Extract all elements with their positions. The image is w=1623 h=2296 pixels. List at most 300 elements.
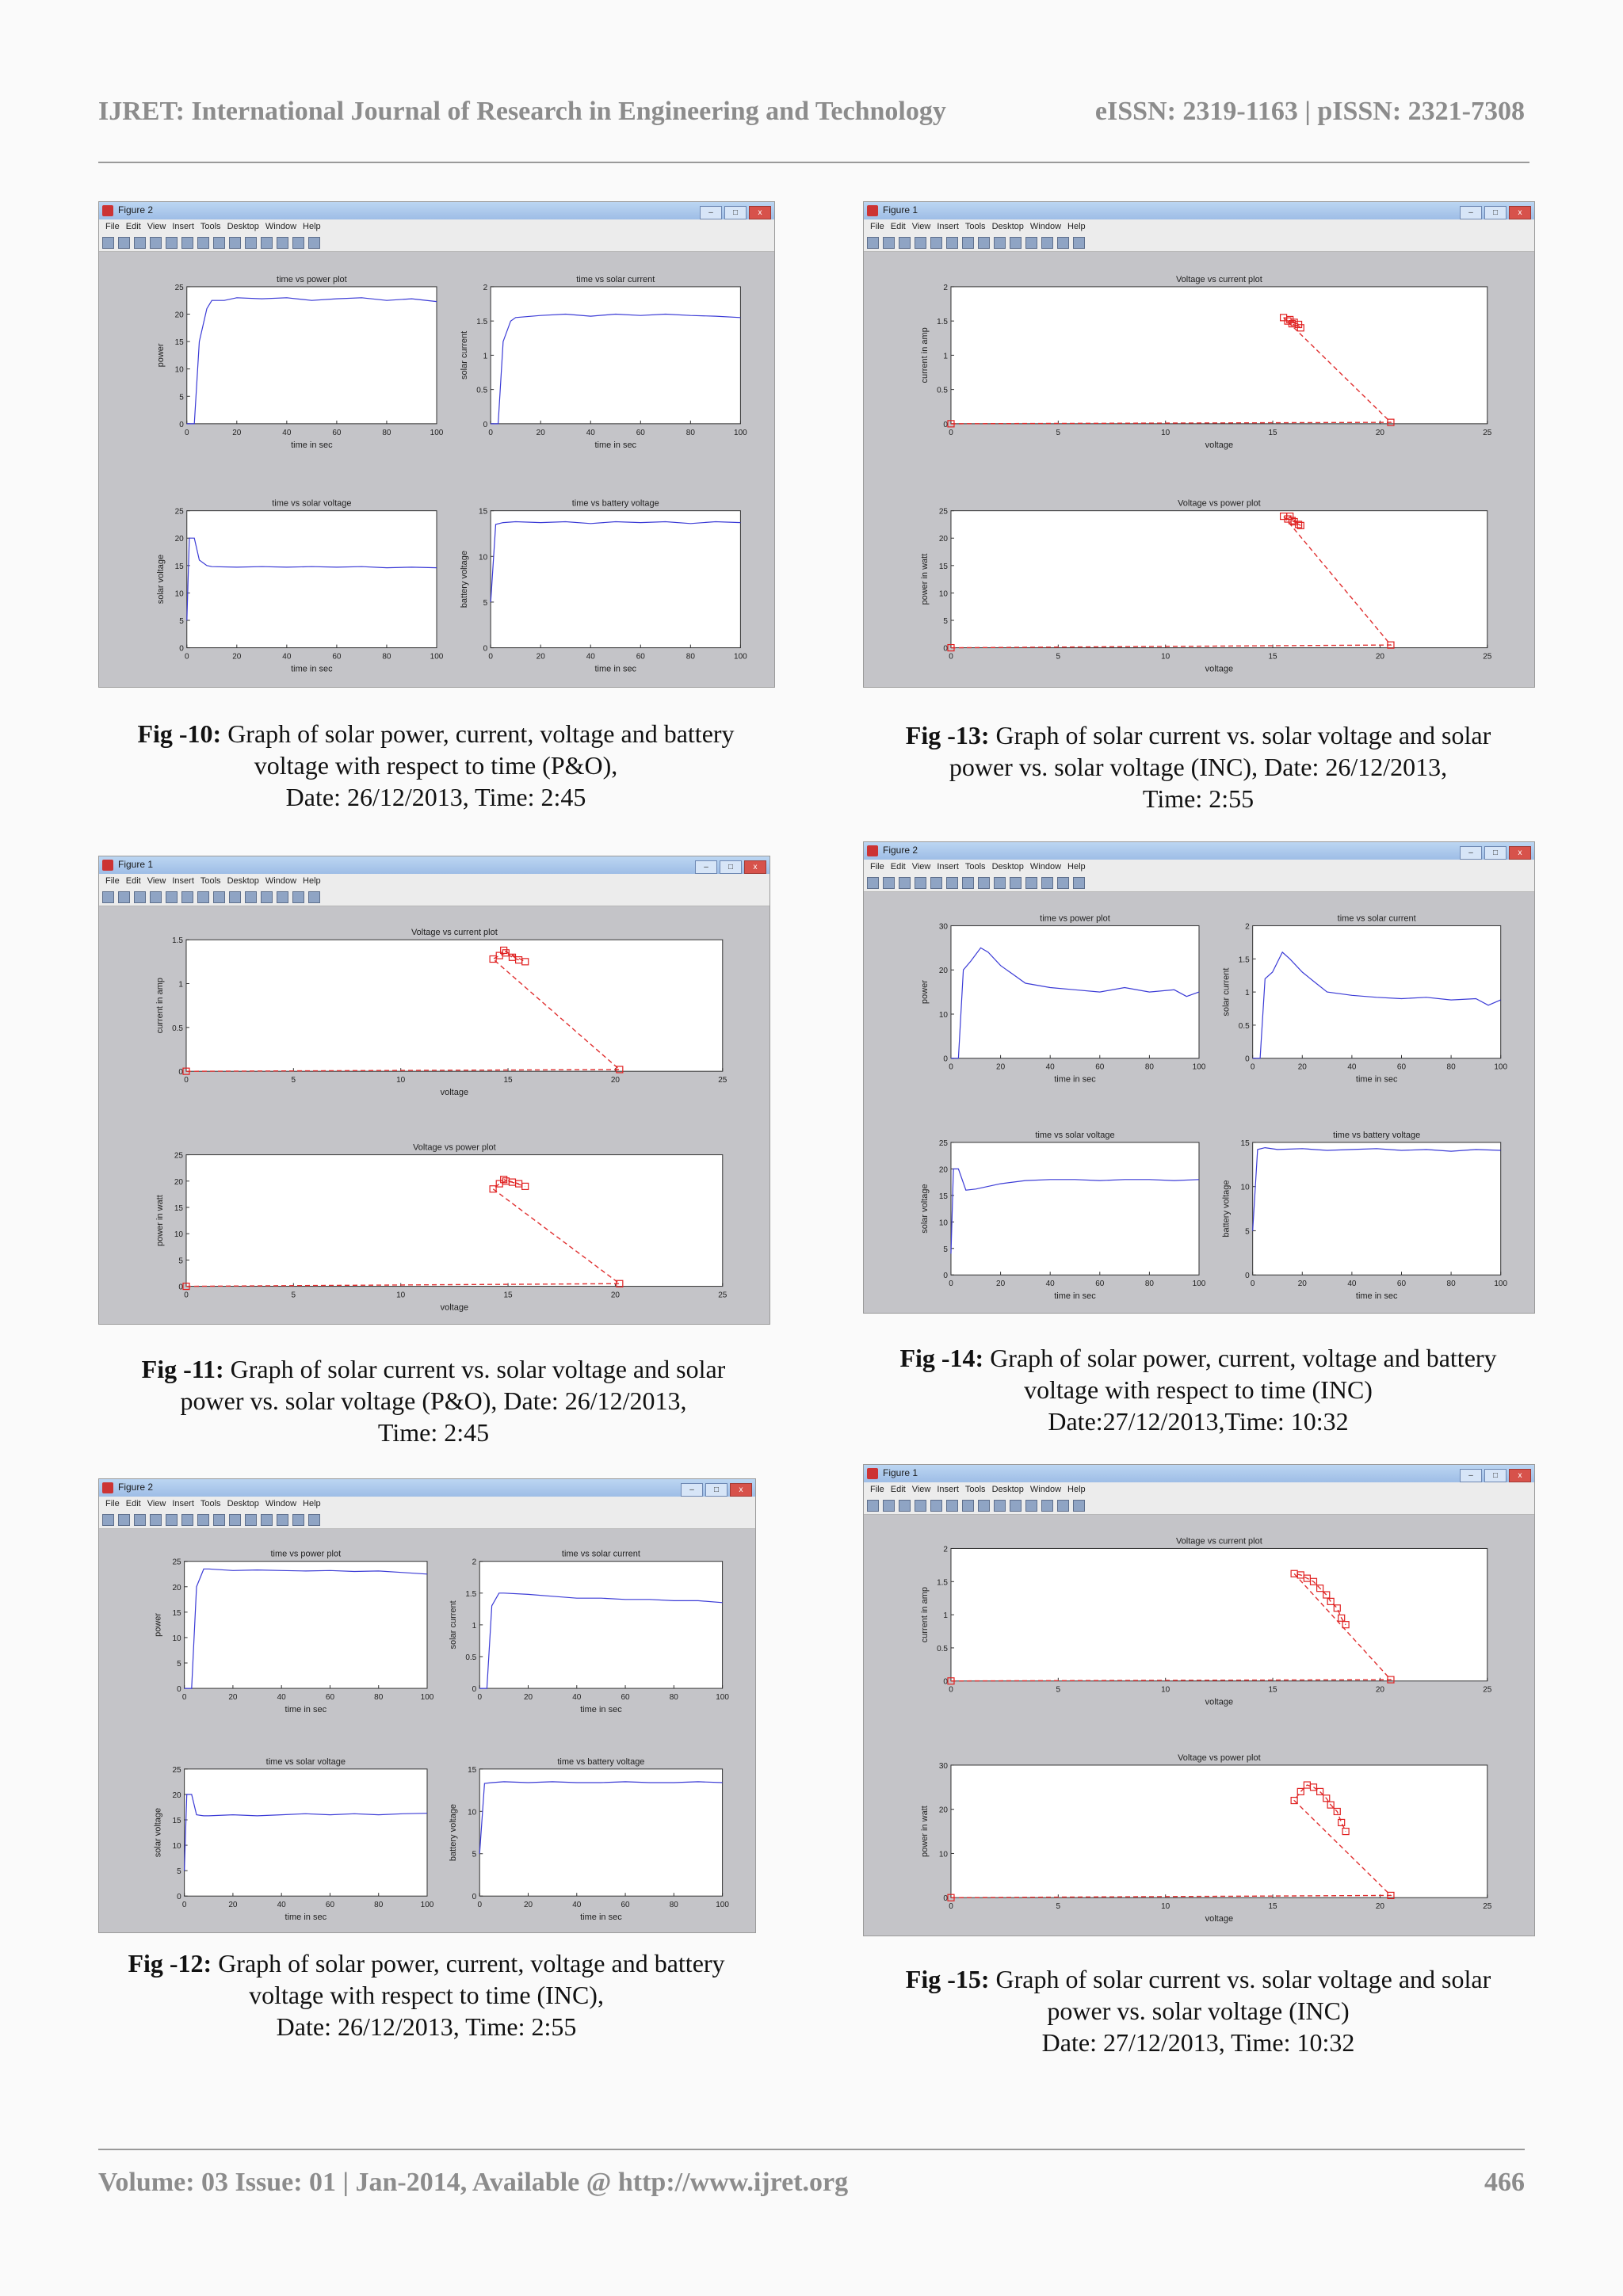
plot-canvas <box>864 252 1534 687</box>
x-axis-label: time in sec <box>580 1705 622 1715</box>
x-tick-label: 5 <box>1056 1685 1061 1695</box>
close-button[interactable]: x <box>1509 846 1531 860</box>
menu-desktop[interactable]: Desktop <box>991 222 1024 231</box>
menu-tools[interactable]: Tools <box>200 1499 221 1508</box>
y-tick-label: 0.5 <box>172 1024 183 1033</box>
y-tick-label: 0.5 <box>937 1644 948 1653</box>
y-axis-label: battery voltage <box>449 1803 459 1862</box>
plot-title: time vs battery voltage <box>1333 1130 1421 1140</box>
toolbar-tool-icon[interactable] <box>1041 1500 1053 1512</box>
x-tick-label: 0 <box>184 652 189 662</box>
plot-canvas <box>864 892 1534 1313</box>
toolbar-tool-icon[interactable] <box>915 877 926 889</box>
toolbar-tool-icon[interactable] <box>308 891 320 903</box>
menu-tools[interactable]: Tools <box>964 862 986 871</box>
toolbar-tool-icon[interactable] <box>118 891 130 903</box>
y-tick-label: 25 <box>172 1765 181 1775</box>
x-tick-label: 60 <box>636 652 645 662</box>
plot-axes-box <box>951 287 1487 424</box>
menu-file[interactable]: File <box>105 876 120 886</box>
menu-tools[interactable]: Tools <box>964 222 986 231</box>
x-tick-label: 15 <box>503 1076 513 1085</box>
y-tick-label: 20 <box>938 1806 948 1815</box>
toolbar-tool-icon[interactable] <box>883 1500 895 1512</box>
menu-window[interactable]: Window <box>265 1499 297 1508</box>
toolbar-tool-icon[interactable] <box>930 1500 942 1512</box>
toolbar-tool-icon[interactable] <box>102 1514 114 1526</box>
toolbar-tool-icon[interactable] <box>229 1514 241 1526</box>
y-tick-label: 0.5 <box>937 386 948 395</box>
toolbar-tool-icon[interactable] <box>962 237 974 249</box>
x-tick-label: 10 <box>396 1291 406 1300</box>
toolbar-tool-icon[interactable] <box>1057 237 1069 249</box>
y-tick-label: 1 <box>943 1611 948 1621</box>
x-tick-label: 40 <box>282 652 292 662</box>
toolbar-tool-icon[interactable] <box>915 237 926 249</box>
toolbar-tool-icon[interactable] <box>883 877 895 889</box>
subplot <box>154 1550 434 1714</box>
plot-axes-box <box>185 1769 427 1896</box>
toolbar-tool-icon[interactable] <box>134 1514 146 1526</box>
toolbar-tool-icon[interactable] <box>994 877 1006 889</box>
menu-help[interactable]: Help <box>303 222 321 231</box>
x-tick-label: 5 <box>1056 1902 1061 1912</box>
x-tick-label: 100 <box>1494 1280 1508 1289</box>
menu-edit[interactable]: Edit <box>890 1485 906 1494</box>
x-tick-label: 60 <box>636 428 645 437</box>
menu-file[interactable]: File <box>105 1499 120 1508</box>
menu-desktop[interactable]: Desktop <box>227 876 259 886</box>
toolbar-tool-icon[interactable] <box>978 1500 990 1512</box>
close-button[interactable]: x <box>1509 1469 1531 1482</box>
menu-window[interactable]: Window <box>265 222 297 231</box>
toolbar-tool-icon[interactable] <box>150 237 162 249</box>
menu-desktop[interactable]: Desktop <box>991 1485 1024 1494</box>
menu-file[interactable]: File <box>105 222 120 231</box>
caption-line: voltage with respect to time (P&O), <box>254 751 618 780</box>
y-tick-label: 5 <box>483 598 488 608</box>
y-tick-label: 1.5 <box>172 936 183 946</box>
x-tick-label: 60 <box>1396 1280 1407 1289</box>
toolbar-tool-icon[interactable] <box>197 1514 209 1526</box>
x-tick-label: 10 <box>396 1076 406 1085</box>
y-tick-label: 15 <box>174 562 184 571</box>
y-tick-label: 10 <box>174 365 184 375</box>
minimize-button[interactable]: – <box>1460 1469 1482 1482</box>
toolbar-tool-icon[interactable] <box>245 891 257 903</box>
matlab-logo-icon <box>102 860 113 871</box>
toolbar-tool-icon[interactable] <box>1041 877 1053 889</box>
y-tick-label: 20 <box>172 1791 181 1800</box>
y-tick-label: 5 <box>178 1257 183 1266</box>
toolbar-tool-icon[interactable] <box>261 891 273 903</box>
plot-title: Voltage vs current plot <box>1175 1536 1262 1547</box>
close-button[interactable]: x <box>744 860 766 874</box>
caption-text: Graph of solar current vs. solar voltage and solar <box>230 1355 726 1383</box>
x-tick-label: 100 <box>716 1901 729 1910</box>
x-tick-label: 20 <box>523 1901 533 1910</box>
window-titlebar <box>99 856 769 874</box>
x-tick-label: 20 <box>610 1291 620 1300</box>
plot-title: Voltage vs power plot <box>1178 1753 1261 1763</box>
caption-text: Graph of solar current vs. solar voltage and solar <box>995 1965 1491 1993</box>
y-tick-label: 5 <box>472 1850 477 1859</box>
x-tick-label: 0 <box>949 1685 953 1695</box>
menu-view[interactable]: View <box>147 222 166 231</box>
subplot <box>156 499 444 674</box>
toolbar-tool-icon[interactable] <box>994 1500 1006 1512</box>
menu-desktop[interactable]: Desktop <box>991 862 1024 871</box>
toolbar-tool-icon[interactable] <box>181 1514 193 1526</box>
y-tick-label: 0 <box>178 1068 183 1077</box>
menu-help[interactable]: Help <box>303 876 321 886</box>
y-tick-label: 0 <box>179 644 184 654</box>
toolbar-tool-icon[interactable] <box>261 237 273 249</box>
y-axis-label: power in watt <box>919 1806 930 1857</box>
maximize-button[interactable]: □ <box>1484 846 1507 860</box>
plot-title: time vs power plot <box>270 1549 342 1559</box>
menu-view[interactable]: View <box>911 862 931 871</box>
y-tick-label: 25 <box>174 507 184 517</box>
minimize-button[interactable]: – <box>700 206 722 219</box>
y-tick-label: 30 <box>938 922 948 932</box>
plot-axes-box <box>186 940 723 1071</box>
toolbar-tool-icon[interactable] <box>261 1514 273 1526</box>
x-axis-label: voltage <box>440 1088 469 1098</box>
window-controls <box>678 1482 752 1494</box>
x-tick-label: 100 <box>1494 1062 1508 1072</box>
toolbar-tool-icon[interactable] <box>102 891 114 903</box>
x-axis-label: time in sec <box>285 1705 327 1715</box>
toolbar-tool-icon[interactable] <box>930 877 942 889</box>
caption-line: Time: 2:55 <box>1142 784 1254 813</box>
caption-text: Graph of solar power, current, voltage and battery <box>227 719 735 748</box>
subplot <box>449 1757 729 1922</box>
plot-title: time vs solar voltage <box>1035 1130 1115 1140</box>
plot-title: Voltage vs power plot <box>1178 498 1261 509</box>
menu-edit[interactable]: Edit <box>125 876 141 886</box>
menu-window[interactable]: Window <box>1029 1485 1062 1494</box>
toolbar-tool-icon[interactable] <box>245 1514 257 1526</box>
toolbar-tool-icon[interactable] <box>899 1500 911 1512</box>
y-tick-label: 5 <box>943 617 948 627</box>
caption-line: power vs. solar voltage (INC), Date: 26/12/2013, <box>949 753 1448 781</box>
subplot <box>920 275 1492 450</box>
toolbar-tool-icon[interactable] <box>946 877 958 889</box>
y-tick-label: 1.5 <box>1238 955 1250 965</box>
menu-edit[interactable]: Edit <box>125 222 141 231</box>
maximize-button[interactable]: □ <box>724 206 747 219</box>
plot-axes-box <box>186 1155 723 1287</box>
x-tick-label: 80 <box>685 652 695 662</box>
plot-area <box>864 252 1534 687</box>
x-tick-label: 80 <box>1144 1280 1154 1289</box>
toolbar-tool-icon[interactable] <box>994 237 1006 249</box>
x-tick-label: 80 <box>669 1901 678 1910</box>
toolbar-tool-icon[interactable] <box>197 891 209 903</box>
toolbar-tool-icon[interactable] <box>229 891 241 903</box>
toolbar-tool-icon[interactable] <box>1025 237 1037 249</box>
close-button[interactable]: x <box>749 206 771 219</box>
toolbar-tool-icon[interactable] <box>1073 1500 1085 1512</box>
toolbar-tool-icon[interactable] <box>1010 237 1022 249</box>
toolbar-tool-icon[interactable] <box>1010 1500 1022 1512</box>
menu-window[interactable]: Window <box>1029 862 1062 871</box>
subplot <box>460 499 747 674</box>
menu-tools[interactable]: Tools <box>200 876 221 886</box>
toolbar-tool-icon[interactable] <box>277 891 288 903</box>
plot-axes-box <box>479 1769 722 1896</box>
toolbar-tool-icon[interactable] <box>181 891 193 903</box>
toolbar-tool-icon[interactable] <box>134 237 146 249</box>
toolbar-tool-icon[interactable] <box>962 1500 974 1512</box>
subplot <box>460 275 747 450</box>
toolbar-tool-icon[interactable] <box>118 1514 130 1526</box>
menu-desktop[interactable]: Desktop <box>227 1499 259 1508</box>
toolbar-tool-icon[interactable] <box>213 1514 225 1526</box>
y-axis-label: power in watt <box>155 1195 165 1246</box>
y-tick-label: 25 <box>938 507 948 517</box>
menu-view[interactable]: View <box>911 1485 931 1494</box>
y-tick-label: 5 <box>177 1659 181 1669</box>
menu-insert[interactable]: Insert <box>937 1485 959 1494</box>
menu-file[interactable]: File <box>870 862 884 871</box>
menu-bar <box>99 219 774 234</box>
matlab-logo-icon <box>867 845 878 856</box>
toolbar-tool-icon[interactable] <box>1010 877 1022 889</box>
caption-line: power vs. solar voltage (P&O), Date: 26/12/2013, <box>180 1386 687 1415</box>
toolbar-tool-icon[interactable] <box>1073 877 1085 889</box>
volume-info: Volume: 03 Issue: 01 | Jan-2014, Available @ http://www.ijret.org <box>98 2168 849 2197</box>
close-button[interactable]: x <box>730 1483 752 1497</box>
menu-insert[interactable]: Insert <box>172 1499 194 1508</box>
y-tick-label: 20 <box>938 967 948 976</box>
figure-caption <box>863 719 1533 814</box>
maximize-button[interactable]: □ <box>720 860 742 874</box>
menu-file[interactable]: File <box>870 222 884 231</box>
toolbar-tool-icon[interactable] <box>899 877 911 889</box>
toolbar-tool-icon[interactable] <box>277 237 288 249</box>
journal-title: IJRET: International Journal of Research in Engineering and Technology <box>98 97 946 126</box>
toolbar-tool-icon[interactable] <box>118 237 130 249</box>
y-axis-label: solar current <box>460 330 470 379</box>
x-tick-label: 80 <box>382 652 391 662</box>
figure-toolbar <box>99 234 774 252</box>
menu-insert[interactable]: Insert <box>937 222 959 231</box>
toolbar-tool-icon[interactable] <box>978 877 990 889</box>
y-tick-label: 10 <box>479 553 488 563</box>
x-axis-label: time in sec <box>291 440 333 450</box>
toolbar-tool-icon[interactable] <box>883 237 895 249</box>
toolbar-tool-icon[interactable] <box>1041 237 1053 249</box>
x-axis-label: time in sec <box>291 664 333 674</box>
window-title: Figure 2 <box>118 1482 154 1493</box>
y-tick-label: 0 <box>179 420 184 429</box>
toolbar-tool-icon[interactable] <box>150 1514 162 1526</box>
x-axis-label: voltage <box>440 1302 469 1313</box>
plot-axes-box <box>479 1562 722 1688</box>
y-axis-label: power <box>153 1612 163 1637</box>
x-tick-label: 0 <box>184 1076 189 1085</box>
x-tick-label: 60 <box>1095 1280 1105 1289</box>
plot-title: time vs solar current <box>1337 913 1416 924</box>
x-axis-label: time in sec <box>594 440 637 450</box>
x-tick-label: 0 <box>477 1693 483 1703</box>
x-tick-label: 0 <box>949 1280 953 1289</box>
y-tick-label: 5 <box>179 617 184 627</box>
toolbar-tool-icon[interactable] <box>181 237 193 249</box>
x-tick-label: 20 <box>228 1693 238 1703</box>
y-tick-label: 1.5 <box>465 1589 477 1599</box>
toolbar-tool-icon[interactable] <box>899 237 911 249</box>
plot-axes-box <box>187 511 437 648</box>
toolbar-tool-icon[interactable] <box>308 1514 320 1526</box>
toolbar-tool-icon[interactable] <box>292 237 304 249</box>
toolbar-tool-icon[interactable] <box>229 237 241 249</box>
menu-edit[interactable]: Edit <box>125 1499 141 1508</box>
x-tick-label: 20 <box>1375 652 1384 662</box>
x-tick-label: 15 <box>1268 428 1277 437</box>
figure-caption <box>98 1947 754 2042</box>
y-tick-label: 0 <box>943 1055 948 1064</box>
toolbar-tool-icon[interactable] <box>213 891 225 903</box>
y-tick-label: 0 <box>177 1685 181 1695</box>
x-tick-label: 60 <box>325 1901 335 1910</box>
window-controls <box>1457 1467 1531 1480</box>
x-tick-label: 40 <box>586 652 595 662</box>
figure-caption <box>98 718 773 813</box>
plot-canvas <box>99 252 774 687</box>
toolbar-tool-icon[interactable] <box>277 1514 288 1526</box>
subplot <box>1222 1131 1508 1301</box>
menu-tools[interactable]: Tools <box>964 1485 986 1494</box>
menu-insert[interactable]: Insert <box>172 876 194 886</box>
x-tick-label: 10 <box>1161 1685 1170 1695</box>
y-tick-label: 5 <box>1245 1227 1250 1237</box>
toolbar-tool-icon[interactable] <box>946 237 958 249</box>
menu-edit[interactable]: Edit <box>890 862 906 871</box>
menu-view[interactable]: View <box>147 876 166 886</box>
toolbar-tool-icon[interactable] <box>930 237 942 249</box>
minimize-button[interactable]: – <box>1460 846 1482 860</box>
toolbar-tool-icon[interactable] <box>867 1500 879 1512</box>
subplot <box>920 1536 1492 1707</box>
minimize-button[interactable]: – <box>1460 206 1482 219</box>
y-tick-label: 1.5 <box>476 318 488 327</box>
menu-help[interactable]: Help <box>1067 1485 1086 1494</box>
menu-insert[interactable]: Insert <box>172 222 194 231</box>
y-tick-label: 20 <box>174 1177 183 1187</box>
toolbar-tool-icon[interactable] <box>308 237 320 249</box>
menu-tools[interactable]: Tools <box>200 222 221 231</box>
minimize-button[interactable]: – <box>681 1483 703 1497</box>
toolbar-tool-icon[interactable] <box>166 1514 178 1526</box>
menu-window[interactable]: Window <box>1029 222 1062 231</box>
toolbar-tool-icon[interactable] <box>245 237 257 249</box>
x-tick-label: 20 <box>232 652 242 662</box>
y-tick-label: 1.5 <box>937 318 948 327</box>
x-tick-label: 80 <box>382 428 391 437</box>
matlab-figure-window <box>863 1464 1535 1936</box>
menu-view[interactable]: View <box>911 222 931 231</box>
plot-axes-box <box>951 1765 1487 1897</box>
toolbar-tool-icon[interactable] <box>166 891 178 903</box>
toolbar-tool-icon[interactable] <box>978 237 990 249</box>
maximize-button[interactable]: □ <box>1484 206 1507 219</box>
y-tick-label: 15 <box>1240 1138 1250 1148</box>
menu-window[interactable]: Window <box>265 876 297 886</box>
menu-view[interactable]: View <box>147 1499 166 1508</box>
x-tick-label: 40 <box>282 428 292 437</box>
toolbar-tool-icon[interactable] <box>946 1500 958 1512</box>
y-tick-label: 25 <box>174 283 184 292</box>
toolbar-tool-icon[interactable] <box>915 1500 926 1512</box>
toolbar-tool-icon[interactable] <box>197 237 209 249</box>
toolbar-tool-icon[interactable] <box>1057 1500 1069 1512</box>
toolbar-tool-icon[interactable] <box>1025 1500 1037 1512</box>
toolbar-tool-icon[interactable] <box>867 237 879 249</box>
footer-divider <box>98 2149 1525 2150</box>
toolbar-tool-icon[interactable] <box>292 1514 304 1526</box>
header-divider <box>98 162 1529 163</box>
y-tick-label: 20 <box>938 535 948 544</box>
toolbar-tool-icon[interactable] <box>134 891 146 903</box>
toolbar-tool-icon[interactable] <box>867 877 879 889</box>
toolbar-tool-icon[interactable] <box>1057 877 1069 889</box>
x-tick-label: 60 <box>332 428 342 437</box>
toolbar-tool-icon[interactable] <box>166 237 178 249</box>
menu-help[interactable]: Help <box>303 1499 321 1508</box>
x-tick-label: 60 <box>325 1693 335 1703</box>
page-header <box>98 97 1525 136</box>
y-tick-label: 20 <box>172 1583 181 1592</box>
menu-help[interactable]: Help <box>1067 862 1086 871</box>
menu-file[interactable]: File <box>870 1485 884 1494</box>
plot-axes-box <box>187 287 437 424</box>
x-tick-label: 20 <box>1297 1062 1307 1072</box>
window-title: Figure 2 <box>118 204 154 215</box>
maximize-button[interactable]: □ <box>1484 1469 1507 1482</box>
window-controls <box>1457 845 1531 857</box>
caption-line: Date: 26/12/2013, Time: 2:45 <box>285 783 586 811</box>
toolbar-tool-icon[interactable] <box>213 237 225 249</box>
plot-axes-box <box>1253 925 1501 1058</box>
toolbar-tool-icon[interactable] <box>962 877 974 889</box>
minimize-button[interactable]: – <box>695 860 717 874</box>
toolbar-tool-icon[interactable] <box>102 237 114 249</box>
caption-line: power vs. solar voltage (INC) <box>1047 1997 1350 2025</box>
y-tick-label: 5 <box>179 393 184 402</box>
maximize-button[interactable]: □ <box>705 1483 727 1497</box>
plot-area <box>99 252 774 687</box>
plot-axes-box <box>1253 1142 1501 1275</box>
toolbar-tool-icon[interactable] <box>1025 877 1037 889</box>
menu-edit[interactable]: Edit <box>890 222 906 231</box>
close-button[interactable]: x <box>1509 206 1531 219</box>
y-tick-label: 10 <box>172 1842 181 1852</box>
toolbar-tool-icon[interactable] <box>292 891 304 903</box>
menu-help[interactable]: Help <box>1067 222 1086 231</box>
toolbar-tool-icon[interactable] <box>150 891 162 903</box>
x-tick-label: 20 <box>232 428 242 437</box>
x-tick-label: 100 <box>716 1693 729 1703</box>
toolbar-tool-icon[interactable] <box>1073 237 1085 249</box>
y-axis-label: power in watt <box>919 553 930 605</box>
menu-desktop[interactable]: Desktop <box>227 222 259 231</box>
x-tick-label: 100 <box>1192 1280 1206 1289</box>
menu-insert[interactable]: Insert <box>937 862 959 871</box>
x-tick-label: 0 <box>184 1291 189 1300</box>
